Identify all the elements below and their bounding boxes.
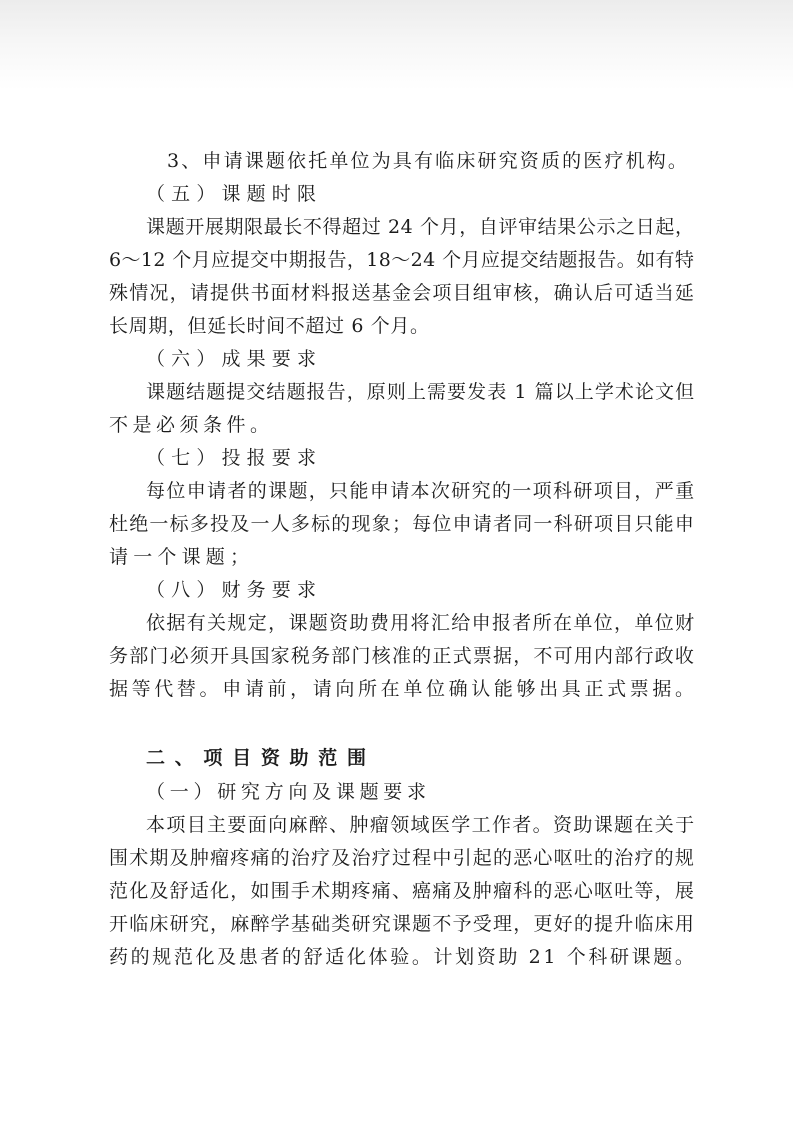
text-line-21: 围术期及肿瘤疼痛的治疗及治疗过程中引起的恶心呕吐的治疗的规	[109, 847, 696, 869]
text-line-4: 6～12 个月应提交中期报告，18～24 个月应提交结题报告。如有特	[109, 249, 695, 271]
subheading-7-submission: （七）投报要求	[146, 447, 323, 469]
text-line-24: 药的规范化及患者的舒适化体验。计划资助 21 个科研课题。	[109, 946, 697, 968]
text-line-22: 范化及舒适化，如围手术期疼痛、癌痛及肿瘤科的恶心呕吐等，展	[109, 880, 696, 902]
text-line-13: 请一个课题；	[109, 546, 255, 568]
text-line-23: 开临床研究，麻醉学基础类研究课题不予受理，更好的提升临床用	[109, 913, 696, 935]
text-line-20: 本项目主要面向麻醉、肿瘤领域医学工作者。资助课题在关于	[146, 814, 696, 836]
text-line-3: 课题开展期限最长不得超过 24 个月，自评审结果公示之日起，	[146, 216, 695, 238]
text-line-17: 据等代替。申请前，请向所在单位确认能够出具正式票据。	[109, 678, 698, 700]
text-line-11: 每位申请者的课题，只能申请本次研究的一项科研项目，严重	[146, 480, 696, 502]
subheading-6-results: （六）成果要求	[146, 348, 323, 370]
subheading-5-time-limit: （五）课题时限	[146, 183, 323, 205]
text-line-12: 杜绝一标多投及一人多标的现象；每位申请者同一科研项目只能申	[109, 513, 696, 535]
subheading-1-research-direction: （一）研究方向及课题要求	[146, 781, 431, 803]
text-line-15: 依据有关规定，课题资助费用将汇给申报者所在单位，单位财	[146, 612, 696, 634]
section-heading-2: 二、项目资助范围	[146, 747, 376, 769]
text-line-9: 不是必须条件。	[109, 414, 274, 436]
text-line-6: 长周期，但延长时间不超过 6 个月。	[109, 315, 430, 337]
text-line-16: 务部门必须开具国家税务部门核准的正式票据，不可用内部行政收	[109, 645, 696, 667]
text-line-1: 3、申请课题依托单位为具有临床研究资质的医疗机构。	[167, 150, 690, 172]
text-line-5: 殊情况，请提供书面材料报送基金会项目组审核，确认后可适当延	[109, 282, 696, 304]
text-line-8: 课题结题提交结题报告，原则上需要发表 1 篇以上学术论文但	[146, 381, 696, 403]
subheading-8-finance: （八）财务要求	[146, 579, 323, 601]
